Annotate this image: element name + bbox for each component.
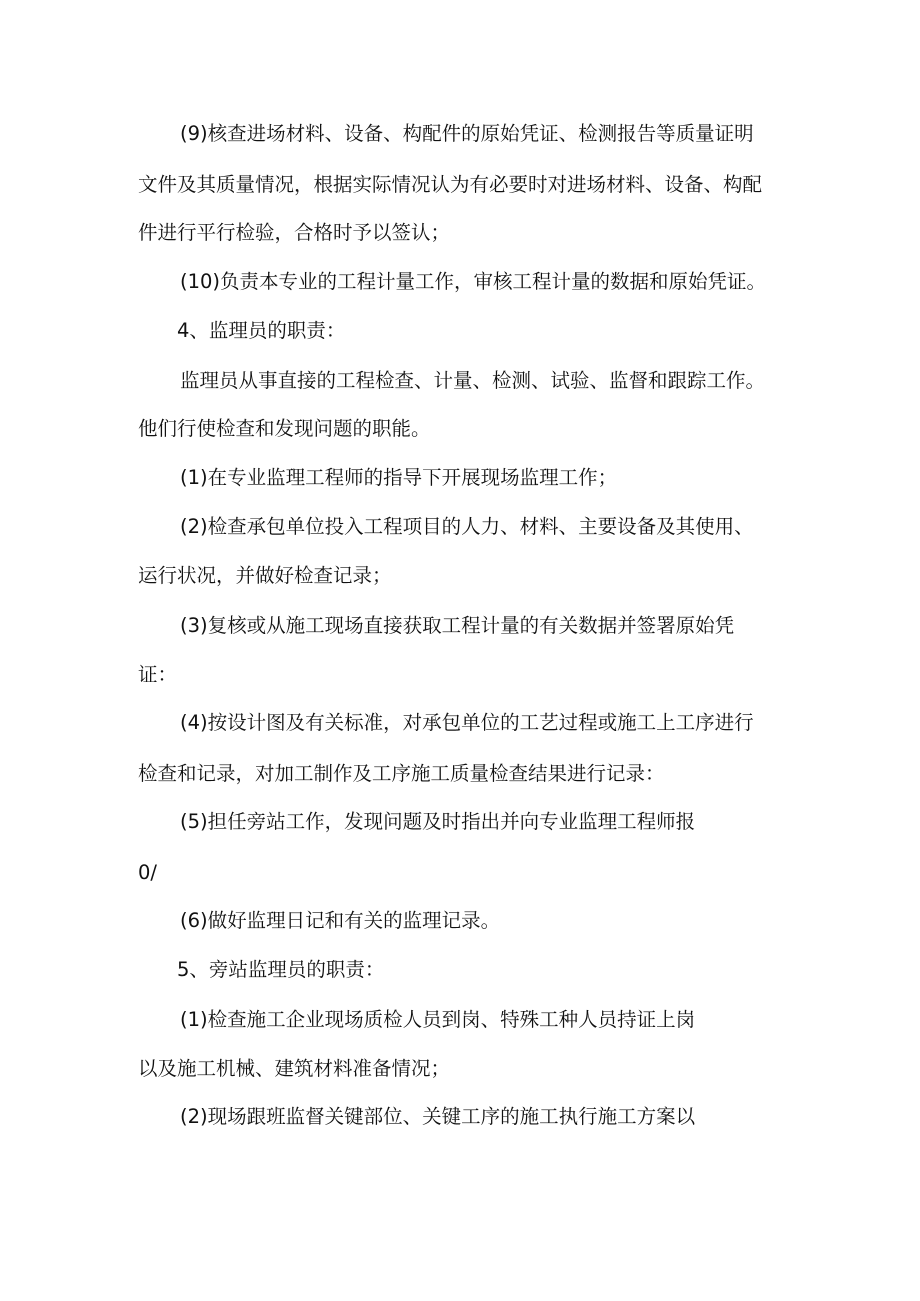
paragraph-line: 证：: [138, 663, 178, 686]
paragraph-line: (6)做好监理日记和有关的监理记录。: [180, 909, 501, 932]
paragraph-line: 0/: [138, 861, 157, 884]
paragraph-line: 件进行平行检验，合格时予以签认；: [138, 221, 451, 244]
section-heading: 4、监理员的职责：: [177, 319, 346, 342]
paragraph-line: (4)按设计图及有关标准，对承包单位的工艺过程或施工上工序进行: [180, 711, 754, 734]
paragraph-line: (9)核查进场材料、设备、构配件的原始凭证、检测报告等质量证明: [180, 122, 754, 145]
paragraph-line: (2)检查承包单位投入工程项目的人力、材料、主要设备及其使用、: [180, 515, 754, 538]
paragraph-line: 他们行使检查和发现问题的职能。: [138, 417, 431, 440]
paragraph-line: (2)现场跟班监督关键部位、关键工序的施工执行施工方案以: [180, 1105, 696, 1128]
paragraph-line: 监理员从事直接的工程检查、计量、检测、试验、监督和跟踪工作。: [180, 369, 766, 392]
paragraph-line: (10)负责本专业的工程计量工作，审核工程计量的数据和原始凭证。: [180, 270, 767, 293]
paragraph-line: 文件及其质量情况，根据实际情况认为有必要时对进场材料、设备、构配: [138, 173, 763, 196]
paragraph-line: (3)复核或从施工现场直接获取工程计量的有关数据并签署原始凭: [180, 614, 735, 637]
paragraph-line: (1)检查施工企业现场质检人员到岗、特殊工种人员持证上岗: [180, 1008, 696, 1031]
paragraph-line: 以及施工机械、建筑材料准备情况；: [138, 1057, 451, 1080]
section-heading: 5、旁站监理员的职责：: [177, 958, 385, 981]
paragraph-line: (5)担任旁站工作，发现问题及时指出并向专业监理工程师报: [180, 810, 696, 833]
paragraph-line: 检查和记录，对加工制作及工序施工质量检查结果进行记录：: [138, 762, 665, 785]
paragraph-line: 运行状况，并做好检查记录；: [138, 564, 392, 587]
paragraph-line: (1)在专业监理工程师的指导下开展现场监理工作；: [180, 466, 618, 489]
